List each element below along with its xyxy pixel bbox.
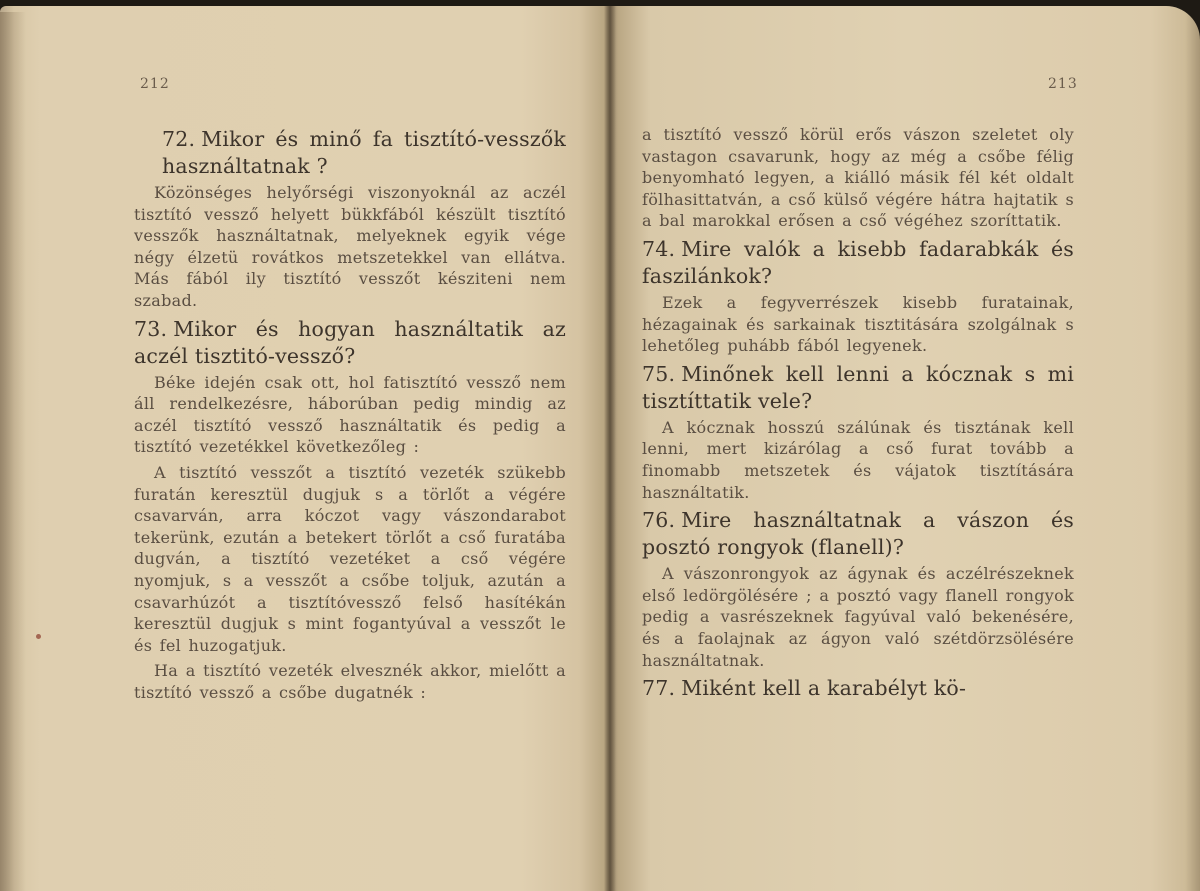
- question-number: 75.: [642, 361, 676, 386]
- body-paragraph: Béke idején csak ott, hol fatisztító vessző nem áll rendelkezésre, háborúban pedig mindig az aczél tisztító vessző használtatik és pedig a tisztító vezetékkel következőleg :: [134, 372, 566, 457]
- body-paragraph: A tisztító vesszőt a tisztító vezeték szükebb furatán keresztül dugjuk s a törlőt a végére csavarván, arra kóczot vagy vászondarabot tekerünk, ezután a betekert törlőt a cső furatába dugván, a tisztító vezetéket a cső végére nyomjuk, s a vesszőt a csőbe toljuk, azután a csavarhúzót a tisztítóvessző felső hasítékán keresztül dugjuk s mint fogantyúval a vesszőt le és fel huzogatjuk.: [134, 462, 566, 655]
- question-text: Mikor és hogyan használtatik az aczél tisztitó-vessző?: [134, 316, 566, 368]
- question-text: Mikor és minő fa tisztító-vesszők használtatnak ?: [162, 127, 566, 178]
- right-page-text: [642, 124, 1074, 704]
- book-gutter: [604, 6, 616, 891]
- body-paragraph: A vászonrongyok az ágynak és aczélrészeknek első ledörgölésére ; a posztó vagy flanell rongyok pedig a vasrészeknek fagyúval való bekenésére, és a faolajnak az ágyon való szétdörzsölésére használtatnak.: [642, 564, 1074, 670]
- body-paragraph: a tisztító vessző körül erős vászon szeletet oly vastagon csavarunk, hogy az még a csőbe félig benyomható legyen, a kiálló másik fél két oldalt fölhasittatván, a cső külső végére hátra hajtatik s a bal marokkal erősen a cső végéhez szoríttatik.: [642, 125, 1074, 231]
- question-heading: [642, 675, 1074, 702]
- body-paragraph: Ezek a fegyverrészek kisebb furatainak, hézagainak és sarkainak tisztitására szolgálnak s lehetőleg puhább fából legyenek.: [642, 292, 1074, 356]
- left-page-text: [134, 126, 566, 707]
- body-paragraph: Ha a tisztító vezeték elvesznék akkor, mielőtt a tisztító vessző a csőbe dugatnék :: [134, 661, 566, 702]
- page-number-left: 212: [140, 76, 170, 92]
- body-paragraph: Közönséges helyőrségi viszonyoknál az aczél tisztító vessző helyett bükkfából készült tisztító vesszők használtatnak, melyeknek egyik vége négy élzetü rovátkos metszetekkel van ellátva. Más fából ily tisztító vesszőt késziteni nem szabad.: [134, 183, 566, 310]
- question-heading: [642, 361, 1074, 415]
- body-paragraph: A kócznak hosszú szálúnak és tisztának kell lenni, mert kizárólag a cső furat tovább a finomabb metszetek és vájatok tisztítására használtatik.: [642, 417, 1074, 502]
- question-number: 77.: [642, 676, 676, 701]
- page-number-right: 213: [1048, 76, 1078, 92]
- question-number: 74.: [642, 236, 676, 261]
- ink-dot-mark: [36, 634, 41, 639]
- question-heading: [134, 126, 566, 180]
- question-heading: [642, 236, 1074, 290]
- question-text: Mire használtatnak a vászon és posztó rongyok (flanell)?: [642, 508, 1074, 560]
- question-text: Miként kell a karabélyt kö-: [681, 676, 967, 701]
- question-heading: [134, 316, 566, 370]
- question-number: 76.: [642, 508, 676, 533]
- question-heading: [642, 507, 1074, 561]
- page-edge-shadow: [0, 12, 26, 891]
- question-number: 73.: [134, 316, 168, 341]
- question-text: Mire valók a kisebb fadarabkák és faszilánkok?: [642, 236, 1074, 288]
- question-text: Minőnek kell lenni a kócznak s mi tisztíttatik vele?: [642, 361, 1074, 413]
- question-number: 72.: [162, 127, 196, 151]
